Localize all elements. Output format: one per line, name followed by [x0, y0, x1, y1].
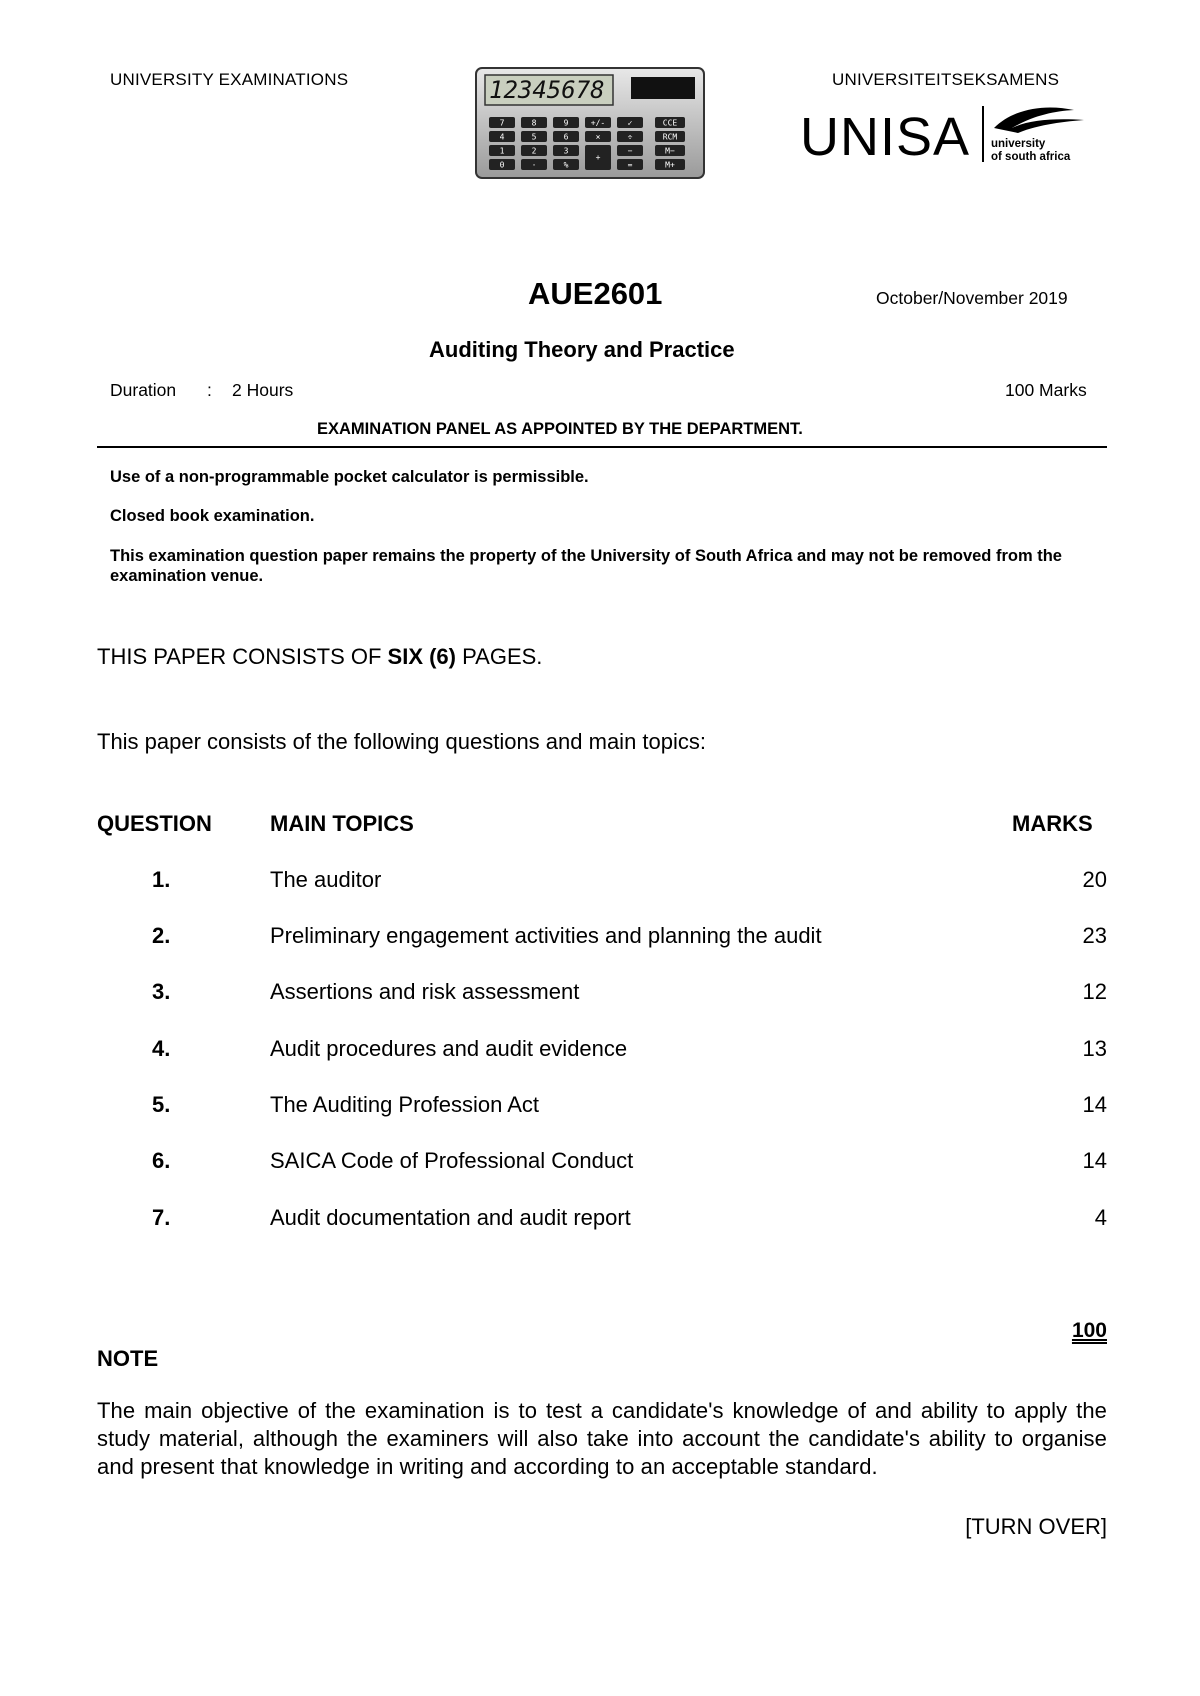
question-topic: The auditor [270, 867, 382, 892]
table-row [97, 979, 1107, 1009]
svg-text:÷: ÷ [627, 132, 633, 142]
question-topic: Assertions and risk assessment [270, 979, 580, 1004]
question-marks: 14 [1082, 1092, 1107, 1117]
duration-separator: : [207, 380, 212, 400]
intro-text: This paper consists of the following questions and main topics: [97, 729, 706, 754]
table-header-marks: MARKS [1012, 811, 1093, 836]
svg-text:M−: M− [665, 146, 675, 156]
logo-sub-2: of south africa [991, 151, 1071, 163]
question-marks: 4 [1094, 1205, 1107, 1230]
instruction-calculator: Use of a non-programmable pocket calculator is permissible. [110, 468, 589, 486]
svg-text:9: 9 [563, 118, 569, 128]
question-number: 6. [152, 1148, 171, 1173]
svg-text:+/-: +/- [590, 118, 606, 128]
table-row [97, 1036, 1107, 1066]
question-number: 7. [152, 1205, 171, 1230]
table-row [97, 1205, 1107, 1235]
header-right-title: UNIVERSITEITSEKSAMENS [832, 70, 1060, 89]
svg-text:·: · [531, 160, 537, 170]
question-topic: Audit documentation and audit report [270, 1205, 631, 1230]
svg-text:CCE: CCE [662, 118, 678, 128]
question-marks: 13 [1082, 1036, 1107, 1061]
question-number: 3. [152, 979, 171, 1004]
note-text: The main objective of the examination is to test a candidate's knowledge of and ability to apply the study material, although the examiners will also take into account the candidate's ability to organise and present that knowledge in writing and according to an acceptable standard. [97, 1398, 1107, 1479]
total-marks: 100 Marks [1005, 380, 1087, 400]
header-divider [97, 446, 1107, 448]
calculator-display: 12345678 [489, 76, 605, 104]
marks-total: 100 [1071, 1319, 1107, 1342]
question-topic: Preliminary engagement activities and planning the audit [270, 923, 822, 948]
question-marks: 20 [1082, 867, 1107, 892]
svg-text:+: + [595, 153, 601, 162]
question-topic: Audit procedures and audit evidence [270, 1036, 628, 1061]
course-title: Auditing Theory and Practice [429, 337, 735, 362]
svg-text:✓: ✓ [627, 118, 633, 128]
duration-label: Duration [110, 380, 177, 400]
svg-text:5: 5 [531, 132, 537, 142]
question-number: 2. [152, 923, 171, 948]
svg-text:M+: M+ [665, 160, 675, 170]
pages-note-prefix: THIS PAPER CONSISTS OF [97, 644, 388, 669]
svg-text:6: 6 [563, 132, 569, 142]
course-code: AUE2601 [528, 276, 663, 311]
question-number: 4. [152, 1036, 171, 1061]
svg-text:0: 0 [499, 160, 505, 170]
svg-text:RCM: RCM [662, 132, 678, 142]
question-number: 5. [152, 1092, 171, 1117]
question-number: 1. [152, 867, 171, 892]
pages-note [97, 644, 542, 670]
unisa-logo [800, 104, 1090, 166]
question-topic: SAICA Code of Professional Conduct [270, 1148, 634, 1173]
instruction-property: This examination question paper remains the property of the University of South Africa and may not be removed from the examination venue. [110, 547, 1062, 585]
table-row [97, 923, 1107, 953]
svg-text:×: × [595, 132, 601, 142]
header-left-title: UNIVERSITY EXAMINATIONS [110, 70, 349, 89]
table-header-topics: MAIN TOPICS [270, 811, 414, 836]
examination-panel: EXAMINATION PANEL AS APPOINTED BY THE DEPARTMENT. [317, 420, 803, 438]
table-row [97, 1092, 1107, 1122]
instruction-closed-book: Closed book examination. [110, 507, 315, 525]
logo-sub-1: university [991, 138, 1046, 150]
question-marks: 14 [1082, 1148, 1107, 1173]
bird-icon [988, 102, 1088, 136]
pages-note-suffix: PAGES. [456, 644, 543, 669]
question-marks: 12 [1082, 979, 1107, 1004]
svg-text:8: 8 [531, 118, 537, 128]
question-topic: The Auditing Profession Act [270, 1092, 540, 1117]
svg-text:7: 7 [499, 118, 505, 128]
table-row [97, 867, 1107, 897]
table-row [97, 1148, 1107, 1178]
svg-text:1: 1 [499, 146, 505, 156]
pages-note-count: SIX (6) [387, 644, 456, 669]
note-heading: NOTE [97, 1346, 159, 1371]
svg-text:2: 2 [531, 146, 537, 156]
question-marks: 23 [1082, 923, 1107, 948]
svg-text:−: − [627, 146, 633, 156]
logo-divider [982, 106, 984, 162]
svg-text:=: = [627, 160, 633, 170]
svg-text:%: % [563, 160, 569, 170]
calculator-icon [475, 67, 705, 179]
exam-session: October/November 2019 [876, 288, 1068, 308]
table-header-question: QUESTION [97, 811, 212, 836]
turn-over: [TURN OVER] [965, 1514, 1107, 1539]
duration-value: 2 Hours [232, 380, 294, 400]
svg-text:3: 3 [563, 146, 569, 156]
svg-text:4: 4 [499, 132, 505, 142]
logo-wordmark: UNISA [800, 107, 971, 167]
